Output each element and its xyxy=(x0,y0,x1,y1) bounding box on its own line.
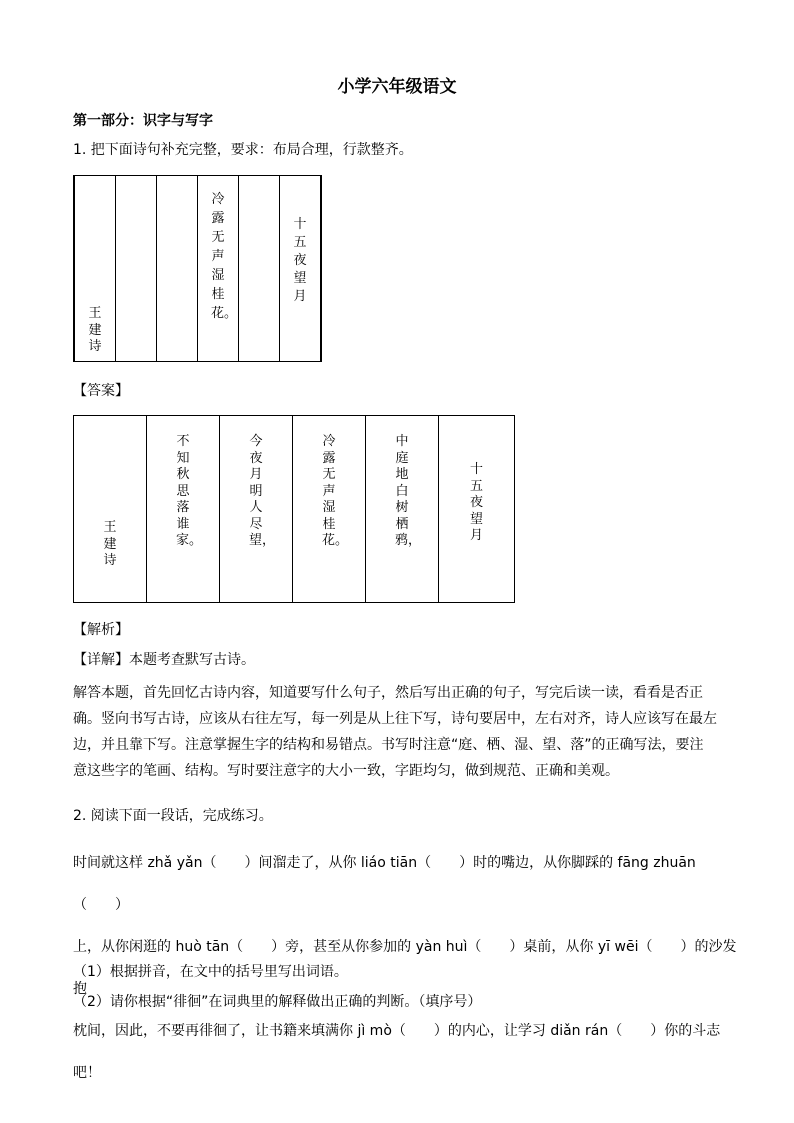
answer-poet-text: 王建诗 xyxy=(103,520,117,568)
q1-col-line xyxy=(198,176,239,362)
q2-sub1: （1）根据拼音，在文中的括号里写出词语。 xyxy=(73,964,348,980)
q2-sub2: （2）请你根据“徘徊”在词典里的解释做出正确的判断。（填序号） xyxy=(73,994,482,1010)
q1-col-blank-3[interactable] xyxy=(239,176,280,362)
answer-col-line-3 xyxy=(220,416,293,603)
q1-col-blank-2[interactable] xyxy=(157,176,198,362)
answer-line-4-text: 不知秋思落谁家。 xyxy=(176,434,203,548)
q2-passage-line: 时间就这样 zhǎ yǎn（ ）间溜走了，从你 liáo tiān（ ）时的嘴边，从你脚踩的 fāng zhuān（ ） xyxy=(73,855,696,913)
answer-line-3-text: 今夜月明人尽望， xyxy=(249,434,276,548)
answer-title-text: 十五夜望月 xyxy=(469,462,483,543)
q1-prompt: 1. 把下面诗句补充完整，要求：布局合理，行款整齐。 xyxy=(73,142,413,158)
q1-col-blank-1[interactable] xyxy=(116,176,157,362)
q1-col-title xyxy=(280,176,322,362)
q1-poet-text: 王建诗 xyxy=(88,306,102,354)
answer-col-line-2 xyxy=(293,416,366,603)
analysis-label: 【解析】 xyxy=(73,622,129,638)
q2-passage-line: 枕间，因此，不要再徘徊了，让书籍来填满你 jì mò（ ）的内心，让学习 diǎn rán（ ）你的斗志吧！ xyxy=(73,1023,721,1081)
part1-heading: 第一部分：识字与写字 xyxy=(73,113,213,129)
q1-title-text: 十五夜望月 xyxy=(293,217,307,304)
page-title: 小学六年级语文 xyxy=(337,77,457,97)
detail-body-line: 确。竖向书写古诗，应该从右往左写，每一列是从上往下写，诗句要居中，左右对齐，诗人应该写在最左 xyxy=(73,711,717,727)
answer-line-1-text: 中庭地白树栖鸦， xyxy=(395,434,422,548)
answer-poem-grid xyxy=(73,415,515,603)
answer-col-title xyxy=(439,416,515,603)
q1-poem-grid xyxy=(73,175,322,362)
answer-label: 【答案】 xyxy=(73,383,129,399)
answer-col-line-1 xyxy=(366,416,439,603)
answer-line-2-text: 冷露无声湿桂花。 xyxy=(322,434,349,548)
q2-passage-line: 上，从你闲逛的 huò tān（ ）旁，甚至从你参加的 yàn huì（ ）桌前，从你 yī wēi（ ）的沙发抱 xyxy=(73,939,737,997)
detail-body-line: 解答本题，首先回忆古诗内容，知道要写什么句子，然后写出正确的句子，写完后读一读，看看是否正 xyxy=(73,685,703,701)
answer-col-line-4 xyxy=(147,416,220,603)
detail-body-line: 意这些字的笔画、结构。写时要注意字的大小一致，字距均匀，做到规范、正确和美观。 xyxy=(73,763,619,779)
answer-col-poet xyxy=(74,416,147,603)
q2-prompt: 2. 阅读下面一段话，完成练习。 xyxy=(73,808,273,824)
detail-body-line: 边，并且靠下写。注意掌握生字的结构和易错点。书写时注意“庭、栖、湿、望、落”的正确写法，要注 xyxy=(73,737,704,753)
q1-col-poet xyxy=(74,176,116,362)
q1-line-text: 冷露无声湿桂花。 xyxy=(211,192,238,321)
detail-body xyxy=(73,680,733,784)
detail-line: 【详解】本题考查默写古诗。 xyxy=(73,652,255,668)
